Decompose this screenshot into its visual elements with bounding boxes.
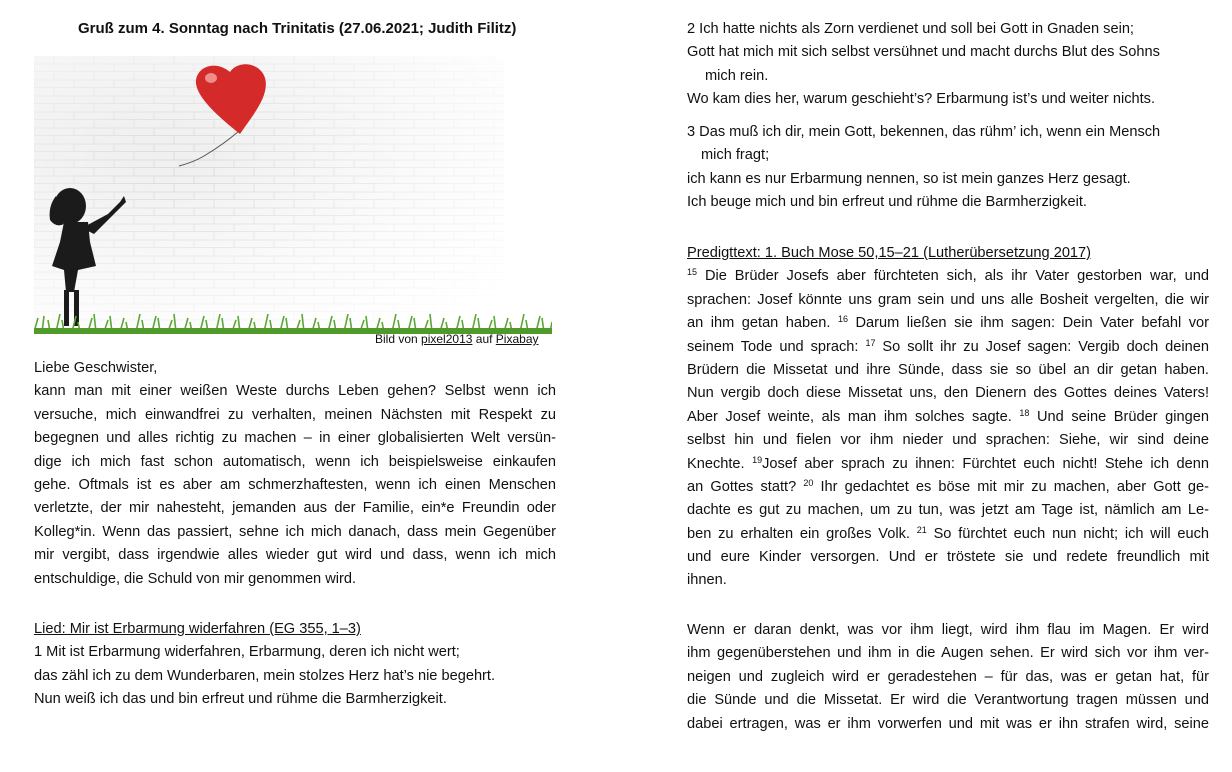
page-title: Gruß zum 4. Sonntag nach Trinitatis (27.06.2021; Judith Filitz) (78, 20, 517, 37)
song-line: mich fragt; (701, 147, 770, 164)
text-line: die Sünde und die Missetat. Er wird die Verantwortung tragen müssen und (687, 692, 1209, 709)
song-line: 3 Das muß ich dir, mein Gott, bekennen, das rühm’ ich, wenn ein Mensch (687, 124, 1161, 140)
text-line: entschuldige, die Schuld von mir genommen wird. (34, 570, 357, 587)
author-link[interactable]: pixel2013 (421, 332, 473, 346)
text-line: ihm gegenüberstehen und ihm in die Augen sehen. Er wird sich vor ihm ver- (687, 645, 1209, 662)
song-line: Ich beuge mich und bin erfreut und rühme die Barmherzigkeit. (687, 194, 1087, 211)
song-verse-3 (687, 121, 1209, 215)
text-line: an Gottes statt? $^{20}$ Ihr gedachtet es böse mit mir zu machen, aber Gott ge- (687, 477, 1209, 495)
song-heading: Lied: Mir ist Erbarmung widerfahren (EG 355, 1–3) (34, 621, 361, 637)
text-line: seinem Tode und sprach: $^{17}$ So sollt ihr zu Josef sagen: Vergib doch deinen (687, 337, 1209, 355)
verse-number: 15 (687, 267, 698, 278)
girl-with-balloon-image (34, 56, 552, 334)
text-line: ihnen. (687, 572, 727, 589)
text-line: versuche, mich einwandfrei zu verhalten, meinen Nächsten mit Respekt zu (34, 406, 556, 423)
text-line: Brüdern die Missetat und ihre Sünde, dass sie so übel an dir getan haben. (687, 361, 1209, 378)
intro-paragraph (34, 357, 556, 591)
verse-number: 17 (865, 337, 876, 348)
text-line: dabei ertragen, was er ihm vorwerfen und mit was er ihn strafen wird, seine (687, 715, 1209, 732)
text-line: an ihm getan haben. $^{16}$ Darum ließen sie ihm sagen: Dein Vater befahl vor (687, 314, 1209, 332)
bible-text-heading: Predigttext: 1. Buch Mose 50,15–21 (Lutherübersetzung 2017) (687, 245, 1092, 261)
verse-number: 19 (752, 454, 763, 465)
song-line: Gott hat mich mit sich selbst versühnet und macht durchs Blut des Sohns (687, 44, 1160, 61)
text-line: Kolleg*in. Wenn das passiert, sehne ich mich danach, dass mein Gegenüber (34, 523, 556, 540)
song-line: 2 Ich hatte nichts als Zorn verdienet und soll bei Gott in Gnaden sein; (687, 21, 1134, 37)
verse-number: 18 (1019, 407, 1030, 418)
text-line: und eure Kinder versorgen. Und er tröstete sie und redete freundlich mit (687, 549, 1209, 566)
song-line: 1 Mit ist Erbarmung widerfahren, Erbarmung, deren ich nicht wert; (34, 644, 460, 661)
text-line: gehe. Oftmals ist es aber am schmerzhaftesten, wenn ich einen Menschen (34, 476, 556, 493)
verse-number: 20 (803, 477, 814, 488)
text-line: Aber Josef weinte, als man ihm solches sagte. $^{18}$ Und seine Brüder gingen (687, 407, 1209, 425)
sermon-paragraph (687, 619, 1209, 736)
credit-prefix: Bild von (375, 332, 418, 346)
verse-number: 21 (916, 524, 927, 535)
credit-mid: auf (475, 332, 493, 346)
song-verse-2 (687, 18, 1209, 112)
text-line: Nun vergib doch diese Missetat uns, den Dienern des Gottes deines Vaters! (687, 385, 1209, 402)
bible-text (687, 242, 1209, 593)
text-line: selbst hin und fielen vor ihm nieder und sprachen: Siehe, wir sind deine (687, 432, 1209, 449)
song-line: das zähl ich zu dem Wunderbaren, mein stolzes Herz hat’s nie begehrt. (34, 667, 496, 684)
image-credit (375, 332, 539, 346)
text-line: neigen und zugleich wird er geradestehen – für das, was er getan hat, für (687, 668, 1209, 685)
pixabay-link[interactable]: Pixabay (495, 332, 539, 346)
song-section (34, 618, 556, 712)
text-line: sprachen: Josef könnte uns gram sein und uns alle Bosheit vergelten, die wir (687, 291, 1209, 308)
text-line: ben zu erhalten ein großes Volk. $^{21}$ So fürchtet euch nun nicht; ich will euch (687, 524, 1210, 542)
song-line: ich kann es nur Erbarmung nennen, so ist mein ganzes Herz gesagt. (687, 170, 1131, 187)
text-line: kann man mit einer weißen Weste durchs Leben gehen? Selbst wenn ich (34, 383, 556, 400)
song-line: Wo kam dies her, warum geschieht’s? Erbarmung ist’s und weiter nichts. (687, 91, 1156, 108)
text-line: Knechte. $^{19}$Josef aber sprach zu ihnen: Fürchtet euch nicht! Stehe ich denn (687, 454, 1209, 472)
greeting: Liebe Geschwister, (34, 360, 158, 376)
text-line: dachte es gut zu machen, um zu tun, was jetzt am Tage ist, nämlich am Le- (687, 502, 1209, 519)
text-line: Wenn er daran denkt, was vor ihm liegt, wird ihm flau im Magen. Er wird (687, 622, 1209, 638)
song-line: Nun weiß ich das und bin erfreut und rühme die Barmherzigkeit. (34, 691, 447, 708)
text-line: begegnen und alles richtig zu machen – in einer globalisierten Welt versün- (34, 430, 556, 447)
text-line: $^{15}$ Die Brüder Josefs aber fürchteten sich, als ihr Vater gestorben war, und (687, 267, 1209, 285)
text-line: mir vergibt, dass irgendwie alles wieder gut wird und dass, wenn ich mich (34, 547, 556, 564)
song-line: mich rein. (705, 67, 769, 84)
verse-number: 16 (837, 314, 848, 325)
text-line: verletzte, der mir nahesteht, jemanden aus der Familie, ein*e Freundin oder (34, 500, 556, 517)
text-line: dige ich mich fast schon automatisch, wenn ich beispielsweise einkaufen (34, 453, 556, 470)
